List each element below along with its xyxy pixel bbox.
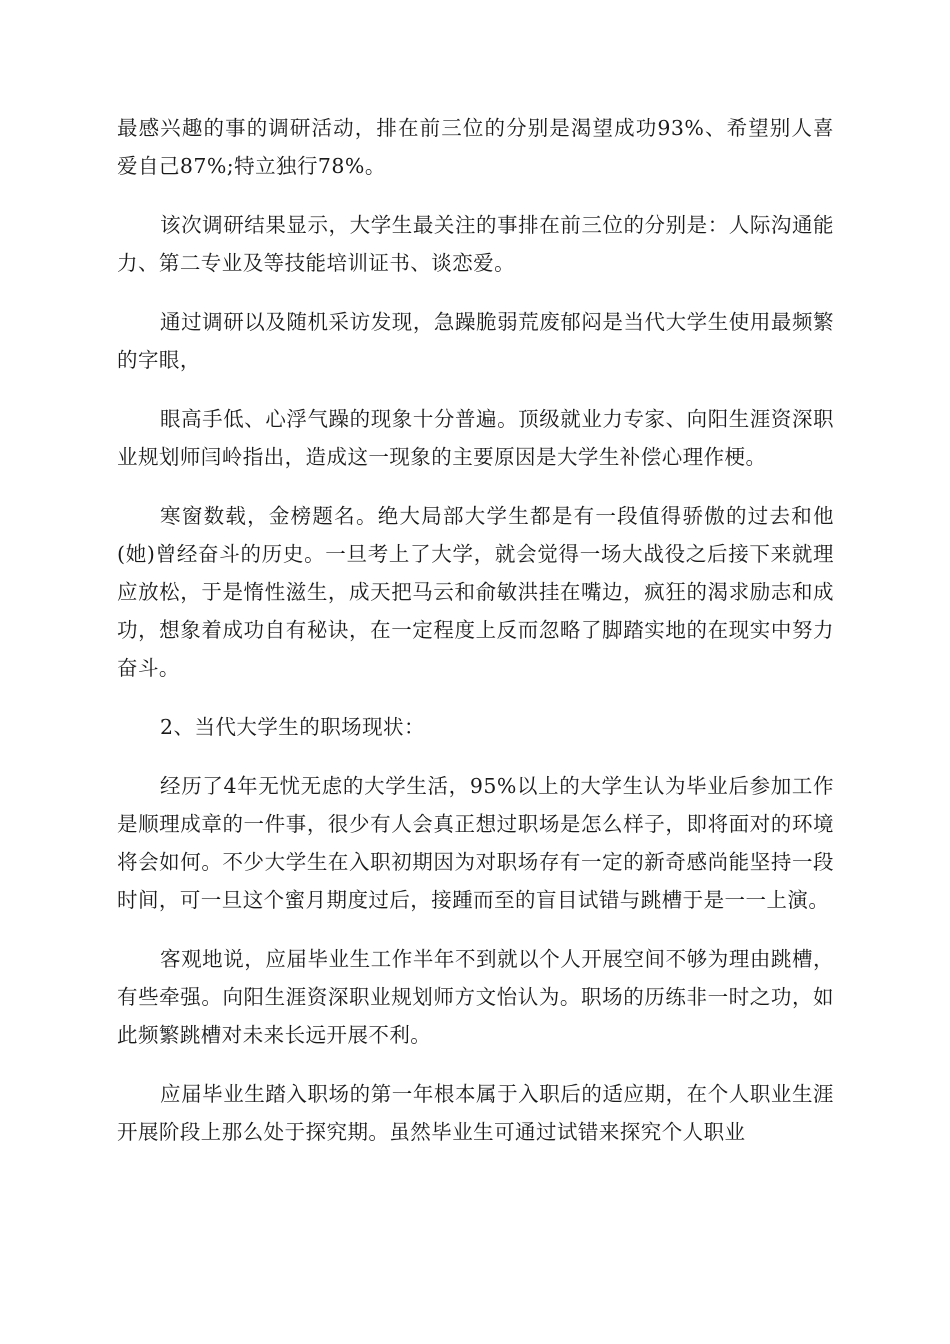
paragraph-5: 寒窗数载，金榜题名。绝大局部大学生都是有一段值得骄傲的过去和他(她)曾经奋斗的历史。一旦考上了大学，就会觉得一场大战役之后接下来就理应放松，于是惰性滋生，成天把马云和俞敏洪挂在嘴边，疯狂的渴求励志和成功，想象着成功自有秘诀，在一定程度上反而忽略了脚踏实地的在现实中努力奋斗。: [117, 504, 834, 680]
paragraph-1: 最感兴趣的事的调研活动，排在前三位的分别是渴望成功93%、希望别人喜爱自己87%;特立独行78%。: [117, 116, 834, 178]
section-heading-2: 2、当代大学生的职场现状：: [160, 715, 425, 739]
paragraph-3: 通过调研以及随机采访发现，急躁脆弱荒废郁闷是当代大学生使用最频繁的字眼，: [117, 310, 834, 372]
paragraph-6: 经历了4年无忧无虑的大学生活，95%以上的大学生认为毕业后参加工作是顺理成章的一件事，很少有人会真正想过职场是怎么样子，即将面对的环境将会如何。不少大学生在入职初期因为对职场存有一定的新奇感尚能坚持一段时间，可一旦这个蜜月期度过后，接踵而至的盲目试错与跳槽于是一一上演。: [117, 774, 834, 912]
paragraph-4: 眼高手低、心浮气躁的现象十分普遍。顶级就业力专家、向阳生涯资深职业规划师闫岭指出，造成这一现象的主要原因是大学生补偿心理作梗。: [117, 407, 834, 469]
paragraph-2: 该次调研结果显示，大学生最关注的事排在前三位的分别是：人际沟通能力、第二专业及等技能培训证书、谈恋爱。: [117, 213, 834, 275]
paragraph-7: 客观地说，应届毕业生工作半年不到就以个人开展空间不够为理由跳槽，有些牵强。向阳生涯资深职业规划师方文怡认为。职场的历练非一时之功，如此频繁跳槽对未来长远开展不利。: [117, 947, 834, 1047]
paragraph-8: 应届毕业生踏入职场的第一年根本属于入职后的适应期，在个人职业生涯开展阶段上那么处于探究期。虽然毕业生可通过试错来探究个人职业: [117, 1082, 834, 1144]
